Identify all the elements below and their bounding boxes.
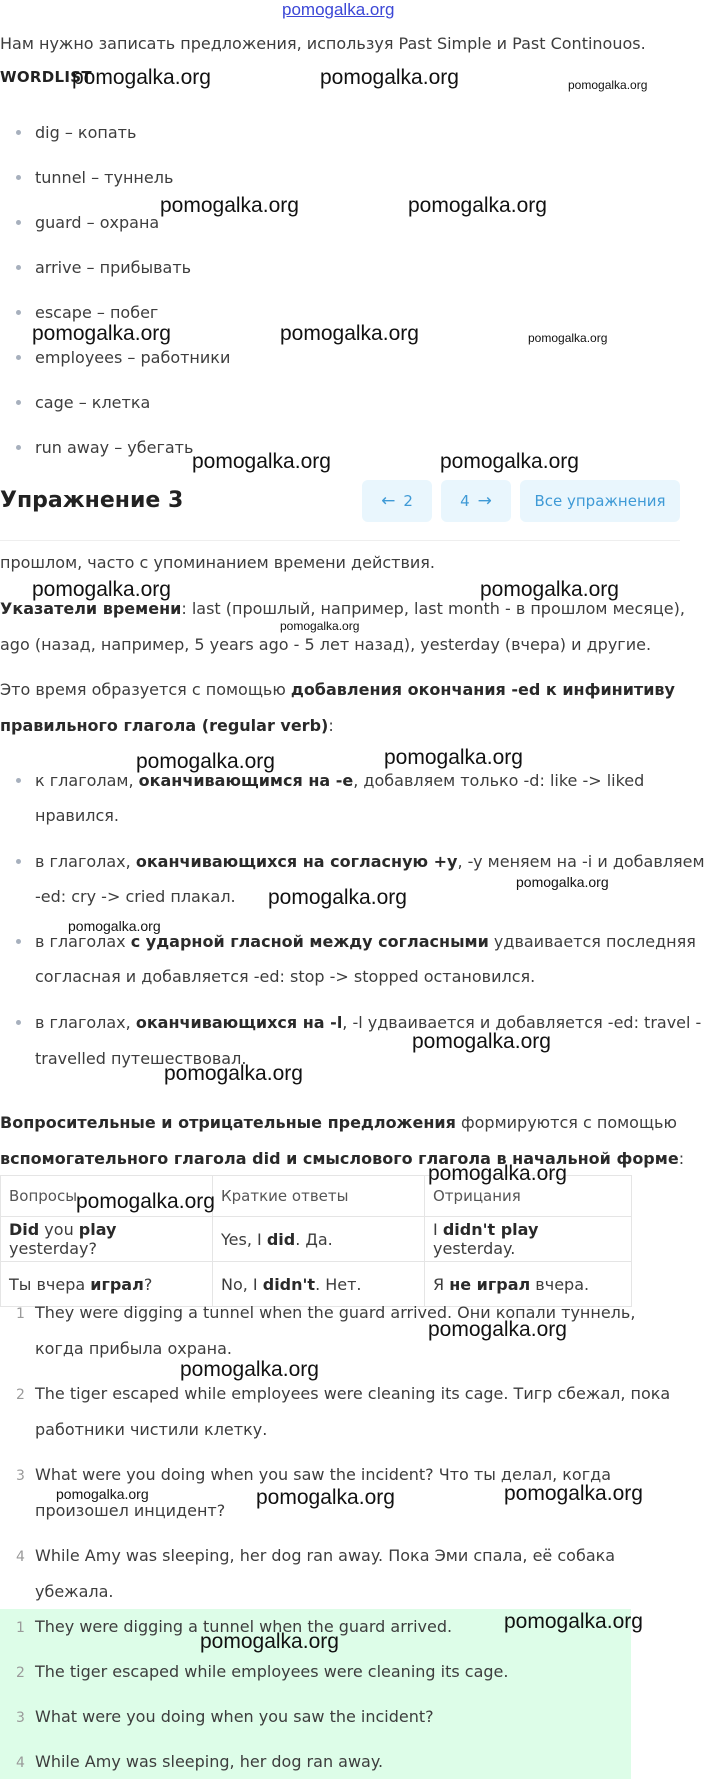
bullet-icon: [16, 445, 21, 450]
rule-item-line2: нравился.: [35, 806, 119, 825]
bullet-icon: [16, 859, 21, 864]
watermark: pomogalka.org: [428, 1318, 567, 1341]
watermark: pomogalka.org: [136, 750, 275, 773]
bullet-icon: [16, 1020, 21, 1025]
rule-item: в глаголах, оканчивающихся на согласную +y, -y меняем на -i и добавляем: [16, 852, 705, 871]
watermark: pomogalka.org: [568, 78, 648, 92]
rule-item: в глаголах с ударной гласной между согласными удваивается последняя: [16, 932, 696, 951]
bullet-icon: [16, 310, 21, 315]
answer-text: While Amy was sleeping, her dog ran away.: [35, 1752, 384, 1771]
table-header-cell: Краткие ответы: [213, 1176, 425, 1217]
bullet-icon: [16, 400, 21, 405]
watermark: pomogalka.org: [280, 619, 360, 633]
bullet-icon: [16, 265, 21, 270]
watermark: pomogalka.org: [384, 746, 523, 769]
watermark: pomogalka.org: [56, 1486, 149, 1502]
sentence-number: 1: [16, 1306, 25, 1322]
sentence-number: 3: [16, 1468, 25, 1484]
table-row: [1, 1262, 632, 1307]
theory-line: прошлом, часто с упоминанием времени действия.: [0, 553, 435, 572]
watermark: pomogalka.org: [268, 886, 407, 909]
wordlist-title: WORDLIST: [0, 68, 92, 86]
watermark: pomogalka.org: [192, 450, 331, 473]
bullet-icon: [16, 175, 21, 180]
answer-number: 3: [16, 1710, 25, 1726]
bullet-icon: [16, 939, 21, 944]
table-row: [1, 1217, 632, 1262]
arrow-right-icon: →: [477, 491, 492, 511]
list-item: cage – клетка: [16, 393, 150, 412]
list-item: escape – побег: [16, 303, 158, 322]
watermark: pomogalka.org: [408, 194, 547, 217]
table-cell: I didn't play yesterday.: [425, 1217, 632, 1262]
sentence-text: The tiger escaped while employees were cleaning its cage. Тигр сбежал, пока: [35, 1384, 671, 1403]
watermark: pomogalka.org: [76, 1190, 215, 1213]
list-item: run away – убегать: [16, 438, 193, 457]
list-item: employees – работники: [16, 348, 230, 367]
rule-item-line2: travelled путешествовал.: [35, 1049, 247, 1068]
formation-line: Это время образуется с помощью добавления окончания -ed к инфинитиву: [0, 680, 675, 699]
watermark: pomogalka.org: [32, 322, 171, 345]
sentence-text-line2: убежала.: [35, 1582, 114, 1601]
sentence-text: They were digging a tunnel when the guard arrived. Они копали туннель,: [35, 1303, 636, 1322]
rule-item-line2: согласная и добавляется -ed: stop -> stopped остановился.: [35, 967, 536, 986]
table-cell: Ты вчера играл?: [1, 1262, 213, 1307]
all-exercises-button[interactable]: Все упражнения: [520, 480, 680, 522]
bullet-icon: [16, 220, 21, 225]
watermark: pomogalka.org: [504, 1610, 643, 1633]
answer-text: They were digging a tunnel when the guard arrived.: [35, 1617, 453, 1636]
list-item: arrive – прибывать: [16, 258, 191, 277]
prev-exercise-button[interactable]: ← 2: [362, 480, 432, 522]
arrow-left-icon: ←: [381, 491, 396, 511]
time-markers-line-2: ago (назад, например, 5 years ago - 5 лет назад), yesterday (вчера) и другие.: [0, 635, 652, 654]
formation-line-2: правильного глагола (regular verb):: [0, 716, 334, 735]
sentence-text: While Amy was sleeping, her dog ran away. Пока Эми спала, её собака: [35, 1546, 616, 1565]
table-cell: No, I didn't. Нет.: [213, 1262, 425, 1307]
bullet-icon: [16, 130, 21, 135]
watermark: pomogalka.org: [440, 450, 579, 473]
watermark: pomogalka.org: [72, 66, 211, 89]
watermark: pomogalka.org: [160, 194, 299, 217]
list-item: dig – копать: [16, 123, 136, 142]
table-cell: Did you play yesterday?: [1, 1217, 213, 1262]
sentence-number: 2: [16, 1387, 25, 1403]
list-item: guard – охрана: [16, 213, 159, 232]
intro-text: Нам нужно записать предложения, используя Past Simple и Past Continouos.: [0, 34, 646, 53]
exercise-title: Упражнение 3: [0, 488, 184, 513]
watermark: pomogalka.org: [180, 1358, 319, 1381]
sentence-text: What were you doing when you saw the incident? Что ты делал, когда: [35, 1465, 611, 1484]
watermark: pomogalka.org: [480, 578, 619, 601]
answer-number: 4: [16, 1755, 25, 1771]
watermark: pomogalka.org: [320, 66, 459, 89]
rule-item: к глаголам, оканчивающимся на -e, добавляем только -d: like -> liked: [16, 771, 644, 790]
answer-text: The tiger escaped while employees were cleaning its cage.: [35, 1662, 509, 1681]
questions-line: Вопросительные и отрицательные предложения формируются с помощью: [0, 1113, 677, 1132]
time-markers-line: Указатели времени: last (прошлый, например, last month - в прошлом месяце),: [0, 599, 685, 618]
watermark: pomogalka.org: [200, 1630, 339, 1653]
sentence-text-line2: произошел инцидент?: [35, 1501, 226, 1520]
aux-verb-line: вспомогательного глагола did и смыслового глагола в начальной форме:: [0, 1149, 685, 1168]
site-logo-link[interactable]: pomogalka.org: [282, 0, 395, 19]
watermark: pomogalka.org: [32, 578, 171, 601]
table-cell: Yes, I did. Да.: [213, 1217, 425, 1262]
watermark: pomogalka.org: [256, 1486, 395, 1509]
next-exercise-button[interactable]: 4 →: [441, 480, 511, 522]
bullet-icon: [16, 778, 21, 783]
table-header-cell: Отрицания: [425, 1176, 632, 1217]
watermark: pomogalka.org: [516, 874, 609, 890]
watermark: pomogalka.org: [528, 331, 608, 345]
watermark: pomogalka.org: [280, 322, 419, 345]
rule-item-line2: -ed: cry -> cried плакал.: [35, 887, 236, 906]
watermark: pomogalka.org: [68, 918, 161, 934]
answer-number: 1: [16, 1620, 25, 1636]
watermark: pomogalka.org: [164, 1062, 303, 1085]
bullet-icon: [16, 355, 21, 360]
sentence-number: 4: [16, 1549, 25, 1565]
answer-text: What were you doing when you saw the incident?: [35, 1707, 434, 1726]
answer-number: 2: [16, 1665, 25, 1681]
list-item: tunnel – туннель: [16, 168, 173, 187]
sentence-text-line2: работники чистили клетку.: [35, 1420, 268, 1439]
watermark: pomogalka.org: [504, 1482, 643, 1505]
rule-item: в глаголах, оканчивающихся на -l, -l удваивается и добавляется -ed: travel -: [16, 1013, 701, 1032]
watermark: pomogalka.org: [428, 1162, 567, 1185]
watermark: pomogalka.org: [412, 1030, 551, 1053]
table-header-cell: Вопросы: [1, 1176, 213, 1217]
table-cell: Я не играл вчера.: [425, 1262, 632, 1307]
sentence-text-line2: когда прибыла охрана.: [35, 1339, 233, 1358]
